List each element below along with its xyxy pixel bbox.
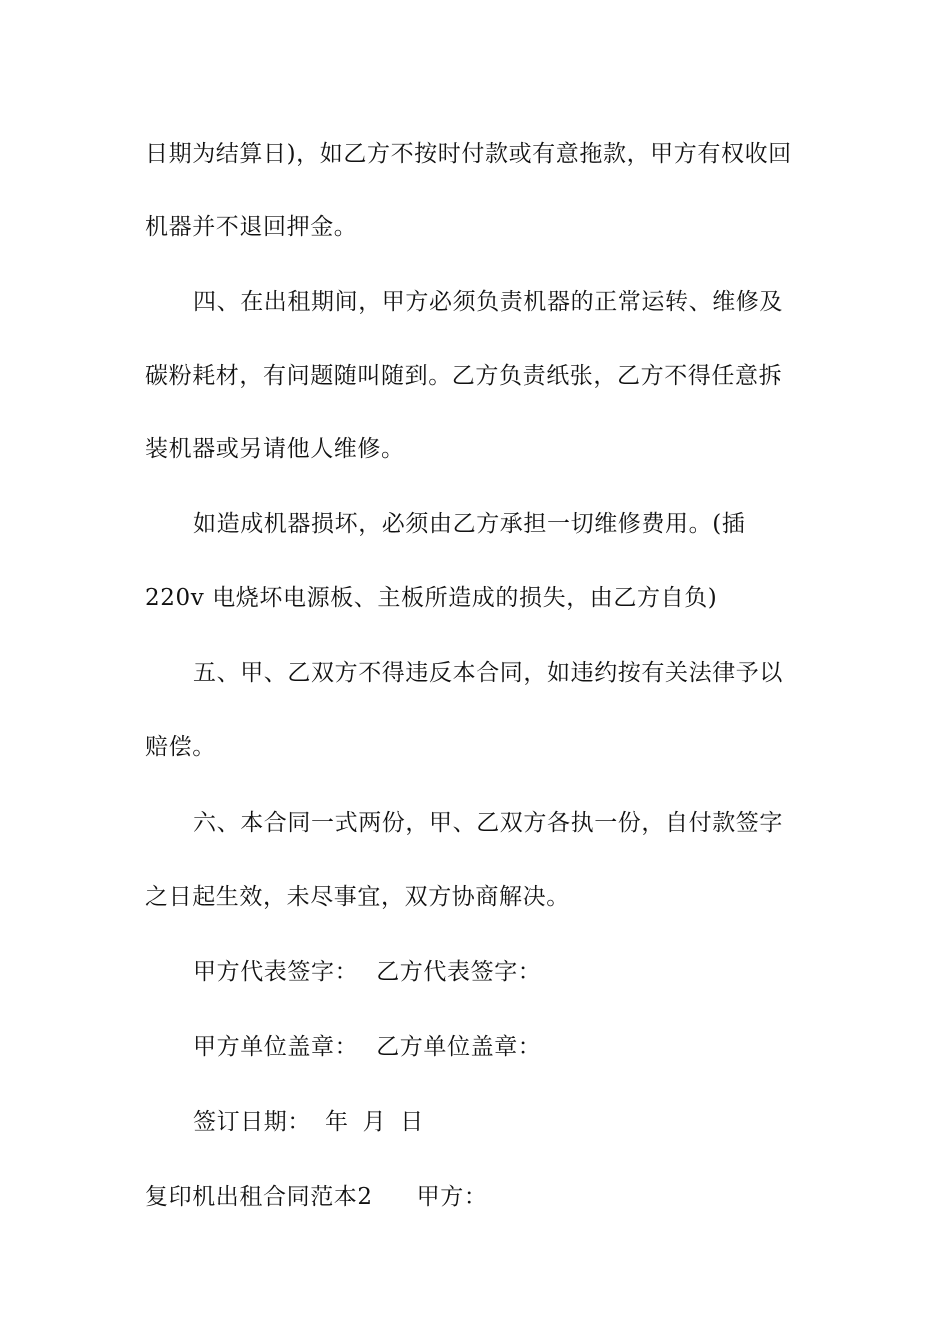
damage-clause-line: 如造成机器损坏，必须由乙方承担一切维修费用。(插 (193, 511, 746, 537)
paragraph-line: 之日起生效，未尽事宜，双方协商解决。 (145, 884, 570, 910)
clause-five-line: 五、甲、乙双方不得违反本合同，如违约按有关法律予以 (193, 660, 783, 686)
signing-date-line (193, 1107, 810, 1137)
date-year: 年 (325, 1109, 349, 1135)
date-day: 日 (400, 1109, 424, 1135)
next-contract-title: 复印机出租合同范本2 (145, 1184, 373, 1210)
paragraph-line: 机器并不退回押金。 (145, 214, 358, 240)
paragraph-line: 碳粉耗材，有问题随叫随到。乙方负责纸张，乙方不得任意拆 (145, 363, 783, 389)
seal-line (193, 1032, 810, 1062)
paragraph-line: 日期为结算日)，如乙方不按时付款或有意拖款，甲方有权收回 (145, 141, 792, 167)
clause-six-line: 六、本合同一式两份，甲、乙双方各执一份，自付款签字 (193, 810, 783, 836)
paragraph-line: 装机器或另请他人维修。 (145, 436, 405, 462)
paragraph-line: 220v 电烧坏电源板、主板所造成的损失，由乙方自负) (145, 585, 718, 611)
next-contract-heading (145, 1182, 810, 1212)
party-a-seal-label: 甲方单位盖章： (193, 1034, 359, 1060)
party-b-signature-label: 乙方代表签字： (376, 959, 542, 985)
party-a-signature-label: 甲方代表签字： (193, 959, 359, 985)
signature-line (193, 957, 810, 987)
party-b-seal-label: 乙方单位盖章： (376, 1034, 542, 1060)
next-contract-party-a: 甲方： (416, 1184, 488, 1210)
signing-date-label: 签订日期： (193, 1109, 311, 1135)
clause-four-line: 四、在出租期间，甲方必须负责机器的正常运转、维修及 (193, 289, 783, 315)
paragraph-line: 赔偿。 (145, 734, 216, 760)
date-month: 月 (362, 1109, 387, 1135)
